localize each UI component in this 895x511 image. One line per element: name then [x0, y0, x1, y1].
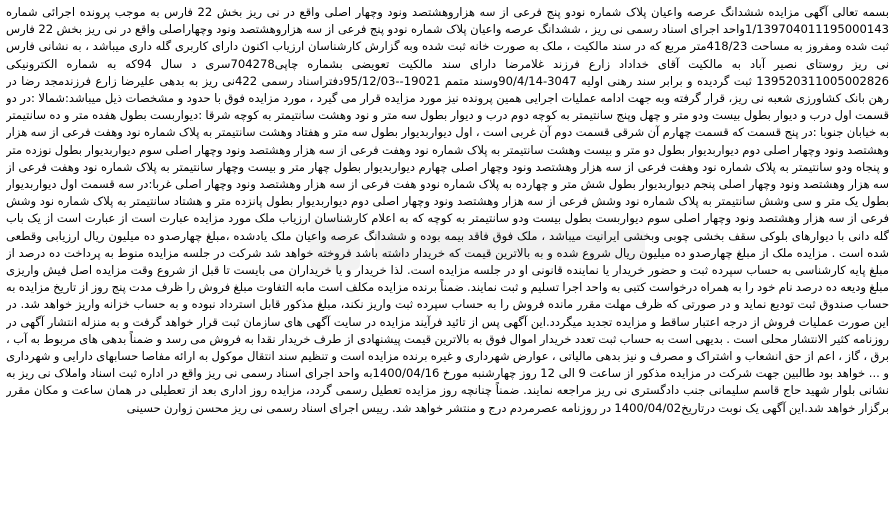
- notice-body-text: بسمه تعالی آگهی مزایده ششدانگ عرصه واعیان پلاک شماره نودو پنج فرعی از سه هزاروهشتصد ونود وچهار اصلی واقع در نی ریز بخش 22 فارس به موجب پرونده اجرائی شماره 1/139704011195000143واحد اجرای اسناد رسمی نی ریز ، ششدانگ عرصه واعیان پلاک شماره نودو پنج فرعی از سه هزاروهشتصد ونود وچهاراصلی واقع در نی ریز بخش 22 فارس ثبت شده ومفروز به مساحت 418/23متر مربع که در سند مالکیت ، ملک به صورت خانه ثبت شده وبه گزارش کارشناسان ارزیاب اکنون دارای کاربری گله داری میباشد ، به نشانی فارس نی ریز روستای نصیر آباد به مالکیت آقای خداداد زارع فرزند غلامرضا دارای سند مالکیت تعویضی بشماره چاپی704278سری د سال 94که به شماره الکترونیکی 139520311005002826 ثبت گردیده و برابر سند رهنی اولیه 3047-90/4/14وسند متمم 19021--95/12/03دفتراسناد رسمی 422نی ریز به بدهی علیرضا زارع فرزندمجد رضا در رهن بانک کشاورزی شعبه نی ریز، قرار گرفته وبه جهت ادامه عملیات اجرایی همین پرونده نیز مورد مزایده قرار می گیرد ، مورد مزایده فوق با حدود و مشخصات ذیل میباشد:شمالا :در دو قسمت اول درب و دیوار بطول بیست ودو متر و چهل وپنج سانتیمتر به کوچه دوم درب و دیوار بطول سه متر و نود وهشت سانتیمتر به کوچه شرقا :دیواربست بطول هفده متر و ده سانتیمتر به خیابان جنوبا :در پنج قسمت که قسمت چهارم آن شرقی قسمت دوم آن غربی است ، اول دیواربدیوار بطول سه متر و هفتاد وهشت سانتیمتر به پلاک شماره نود وهفت فرعی از سه هزار وهشتصد ونود وچهار اصلی دوم دیواربدیوار بطول دو متر و بیست وهشت سانتیمتر به پلاک شماره نود وهفت فرعی از سه هزار وهشتصد ونود وچهار اصلی سوم دیواربدیوار بطول نوزده متر و پنجاه ودو سانتیمتر به پلاک شماره نود وهفت فرعی از سه هزار وهشتصد ونود وچهار اصلی چهارم دیواربدیوار بطول چهار متر و بیست وچهار سانتیمتر به پلاک شماره نود وهفت فرعی از سه هزار وهشتصد ونود وچهار اصلی پنجم دیواربدیوار بطول شش متر و چهارده به پلاک شماره نودو هفت فرعی از سه هزار وهشتصد ونود وچهار اصلی غربا:در سه قسمت اول دیواربدیوار بطول یک متر و سی وشش سانتیمتر به پلاک شماره نود وشش فرعی از سه هزار وهشتصد ونود وچهار اصلی دوم دیواربدیوار بطول پانزده متر و هشتاد سانتیمتر به پلاک شماره نود وشش فرعی از سه هزار وهشتصد ونود وچهار اصلی سوم دیواربست بطول بیست ودو سانتیمتر به کوچه که به اعلام کارشناسان ارزیاب ملک مورد مزایده عبارت است از عبارت است از یک باب گله دانی با دیوارهای بلوکی سقف بخشی چوبی وبخشی ایرانیت میباشد ، ملک فوق فاقد بیمه بوده و ششدانگ عرصه واعیان ملک یادشده ،مبلغ چهارصدو ده میلیون ریال ارزیابی وقطعی شده است . مزایده ملک از مبلغ چهارصدو ده میلیون ریال شروع شده و به بالاترین قیمت که خریدار داشته باشد فروخته خواهد شد شرکت در جلسه مزایده منوط به پرداخت ده درصد از مبلغ پایه کارشناسی به حساب سپرده ثبت و حضور خریدار یا نماینده قانونی او در جلسه مزایده است. لذا خریدار و یا خریداران می بایست تا قبل از شروع وقت مزایده اصل فیش واریزی مبلغ ودیعه ده درصد نام خود را به همراه درخواست کتبی به واحد اجرا تسلیم و ثبت نمایند. ضمناً برنده مزایده مکلف است مابه التفاوت مبلغ فروش را ظرف مدت پنج روز از تاریخ مزایده به حساب صندوق ثبت تودیع نماید و در صورتی که ظرف مهلت مقرر مانده فروش را به حساب سپرده ثبت واریز نکند، مبلغ مذکور قابل استرداد نبوده و به حساب خزانه واریز خواهد شد. در این صورت عملیات فروش از درجه اعتبار ساقط و مزایده تجدید میگردد.این آگهی پس از تائید فرآیند مزایده در سایت آگهی های سازمان ثبت قرار خواهد گرفت و به منزله انتشار آگهی در روزنامه کثیر الانتشار محلی است . بدیهی است به حساب ثبت تعدد خریدار اموال فوق به بالاترین قیمت پیشنهادی از طرف خریدار نقدا به فروش می رسد و ضمناً بدهی های مربوط به آب ، برق ، گاز ، اعم از حق انشعاب و اشتراک و مصرف و نیز بدهی مالیاتی ، عوارض شهرداری و غیره برنده مزایده است و تنظیم سند انتقال موکول به ارائه مفاصا حسابهای دارایی و شهرداری و ... خواهد بود طالبین جهت شرکت در مزایده مذکور از ساعت 9 الی 12 روز چهارشنبه مورخ 1400/04/16به واحد اجرای اسناد رسمی نی ریز واقع در اداره ثبت اسناد واملاک نی ریز به نشانی بلوار شهید حاج قاسم سلیمانی جنب دادگستری نی ریز مراجعه نمایند. ضمناً چنانچه روز مزایده تعطیل رسمی گردد، مزایده روز اداری بعد از تعطیلی در همان ساعت و مکان مقرر برگزار خواهد شد.این آگهی یک نوبت درتاریخ1400/04/02 در روزنامه عصرمردم درج و منتشر خواهد شد. رییس اجرای اسناد رسمی نی ریز محسن زوارن حسینی: [6, 5, 889, 415]
- auction-notice: [6, 4, 889, 507]
